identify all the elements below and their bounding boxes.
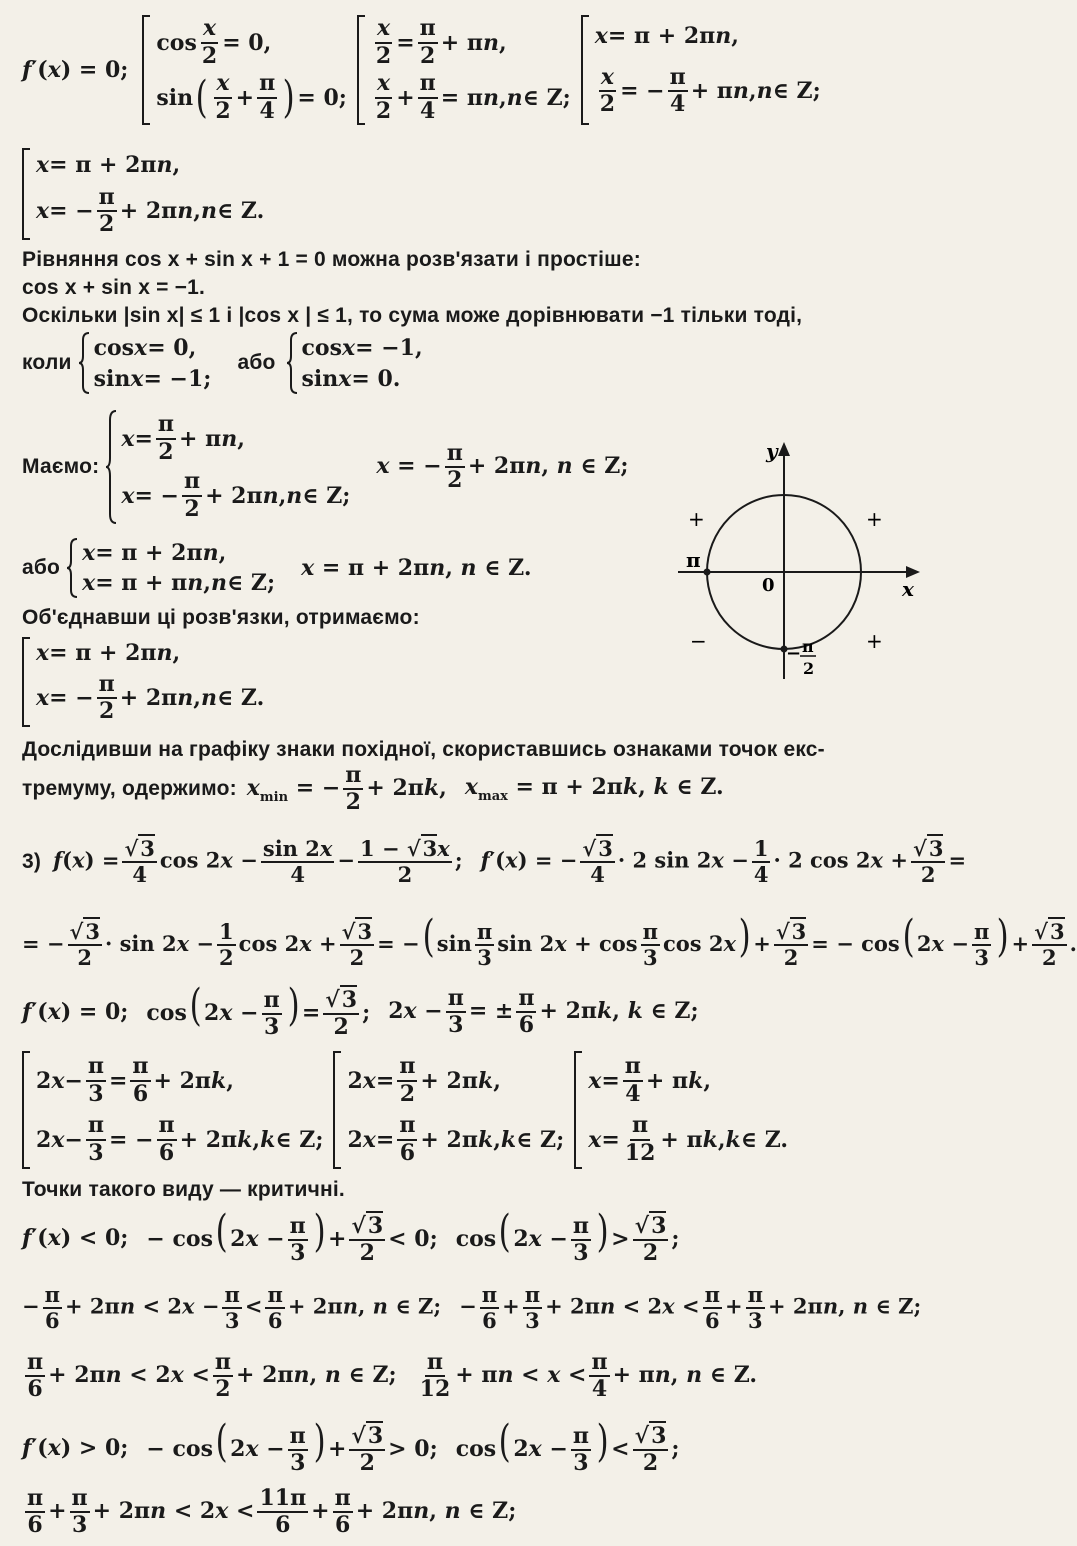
sign-q1: +: [866, 507, 883, 531]
item3-line: 3) f(x) = $\frac{√3}{4}$ cos 2x − $\frac{\sin 2x}{4}$ − $\frac{1 - √3x}{2}$ ; f′(x) = − $\frac{√3}{4}$ · 2 sin 2x − $\frac{1}{4}$ · 2 cos 2x + $\frac{√3}{2}$ =: [22, 835, 967, 887]
negative-derivative-line: f′(x) < 0; − cos( 2x − $\frac{\pi}{3}$ ) + $\frac{√3}{2}$ < 0; cos( 2x − $\frac{\pi}{3}$ ) > $\frac{√3}{2}$ ;: [22, 1206, 680, 1267]
text-oskilky: Оскільки |sin x| ≤ 1 і |cos x | ≤ 1, то сума може дорівнювати −1 тільки тоді,: [22, 304, 803, 327]
svg-text:2: 2: [803, 659, 815, 678]
sign-q3: −: [690, 629, 707, 653]
critical-systems: 2 x − $\frac{\pi}{3}$ = $\frac{\pi}{6}$ + 2π k , 2 x − $\frac{\pi}{3}$ = − $\frac{\pi}{6}$ + 2π k , k ∈ Z; 2 x = $\frac{\pi}{2}$ + 2π k , 2 x = $\frac{\pi}{6}$ + 2π k , k ∈ Z; x = $\frac{\pi}{4}$ + π k , x = $\frac{\pi}{12}$ + π k , k ∈ Z.: [22, 1048, 796, 1172]
positive-derivative-line: f′(x) > 0; − cos( 2x − $\frac{\pi}{3}$ ) + $\frac{√3}{2}$ > 0; cos( 2x − $\frac{\pi}{3}$ ) < $\frac{√3}{2}$ ;: [22, 1416, 680, 1477]
text-maemo: Маємо:: [22, 455, 100, 478]
pi-label: π: [686, 548, 701, 572]
origin-label: 0: [762, 575, 775, 596]
text-cos-sin-eq: cos x + sin x = −1.: [22, 276, 205, 299]
abo-line: або x = π + 2π n , x = π + π n , n ∈ Z; x = π + 2πn, n ∈ Z.: [22, 540, 532, 596]
inequality-line-3: $\frac{\pi}{6}$ + $\frac{\pi}{3}$ + 2πn < 2x < $\frac{11\pi}{6}$ + $\frac{\pi}{6}$ + 2πn, n ∈ Z;: [27, 1484, 517, 1538]
unit-circle-figure: [676, 434, 926, 688]
text-abo-1: або: [237, 351, 276, 374]
item3-label: 3): [22, 850, 42, 873]
solution-set-2: x = π + 2π n , x = − $\frac{\pi}{2}$ + 2π n , n ∈ Z.: [22, 634, 272, 730]
koly-systems: коли cos x = 0, sin x = −1; або cos x = −1, sin x = 0.: [22, 334, 423, 392]
x-axis-label: x: [902, 577, 914, 601]
critical-eq-line: f′(x) = 0; cos( 2x − $\frac{\pi}{3}$ ) = $\frac{√3}{2}$ ; 2x − $\frac{\pi}{3}$ = ± $\frac{\pi}{6}$ + 2πk, k ∈ Z;: [22, 980, 699, 1041]
y-axis-label: y: [766, 439, 778, 463]
point-pi: [704, 569, 711, 576]
text-tochky: Точки такого виду — критичні.: [22, 1178, 345, 1201]
sign-q2: +: [688, 507, 705, 531]
extremum-line: тремуму, одержимо: $x_{min}$ = − $\frac{\pi}{2}$ + 2πk, $x_{max} = \pi + 2\pi k$, k ∈ Z.: [22, 761, 724, 815]
text-koly: коли: [22, 351, 72, 374]
text-obyednavshy: Об'єднавши ці розв'язки, отримаємо:: [22, 606, 420, 629]
svg-text:−: −: [786, 643, 802, 664]
derivative-expand-line: = − $\frac{√3}{2}$ · sin 2x − $\frac{1}{2}$ cos 2x + $\frac{√3}{2}$ = −( sin $\frac{\pi}{3}$ sin 2x + cos $\frac{\pi}{3}$ cos 2x) + $\frac{√3}{2}$ = − cos( 2x − $\frac{\pi}{3}$ ) + $\frac{√3}{2}$ .: [22, 910, 1077, 971]
text-abo-2: або: [22, 556, 61, 579]
maemo-line: Маємо: x = $\frac{\pi}{2}$ + π n , x = − $\frac{\pi}{2}$ + 2π n , n ∈ Z; x = − $\frac{\pi}{2}$ + 2πn, n ∈ Z;: [22, 411, 629, 522]
text-doslidyvshy-1: Дослідивши на графіку знаки похідної, скориставшись ознаками точок екс-: [22, 738, 825, 761]
inequality-line-1: − $\frac{\pi}{6}$ + 2πn < 2x − $\frac{\pi}{3}$ < $\frac{\pi}{6}$ + 2πn, n ∈ Z; − $\frac{\pi}{6}$ + $\frac{\pi}{3}$ + 2πn < 2x < $\frac{\pi}{6}$ + $\frac{\pi}{3}$ + 2πn, n ∈ Z;: [22, 1281, 922, 1333]
y-axis-arrow: [778, 442, 790, 456]
text-doslidyvshy-2: тремуму, одержимо:: [22, 777, 237, 800]
minus-pi-half-label: [786, 637, 816, 678]
solution-set-1: x = π + 2π n , x = − $\frac{\pi}{2}$ + 2π n , n ∈ Z.: [22, 146, 272, 242]
svg-text:π: π: [802, 637, 814, 656]
text-rivnyannya: Рівняння cos x + sin x + 1 = 0 можна розв'язати і простіше:: [22, 248, 641, 271]
derivative-zero-line-1: f′(x) = 0; cos $\frac{x}{2}$ = 0, sin ( $\frac{x}{2}$ + $\frac{\pi}{4}$ ) = 0; $\frac{x}{2}$ = $\frac{\pi}{2}$ + π n , $\frac{x}{2}$ + $\frac{\pi}{4}$ = π n , n ∈ Z; x = π + 2π n , $\frac{x}{2}$ = − $\frac{\pi}{4}$ + π n , n ∈ Z;: [22, 15, 821, 124]
sign-q4: +: [866, 629, 883, 653]
inequality-line-2: $\frac{\pi}{6}$ + 2πn < 2x < $\frac{\pi}{2}$ + 2πn, n ∈ Z; $\frac{\pi}{12}$ + πn < x < $\frac{\pi}{4}$ + πn, n ∈ Z.: [27, 1348, 758, 1402]
